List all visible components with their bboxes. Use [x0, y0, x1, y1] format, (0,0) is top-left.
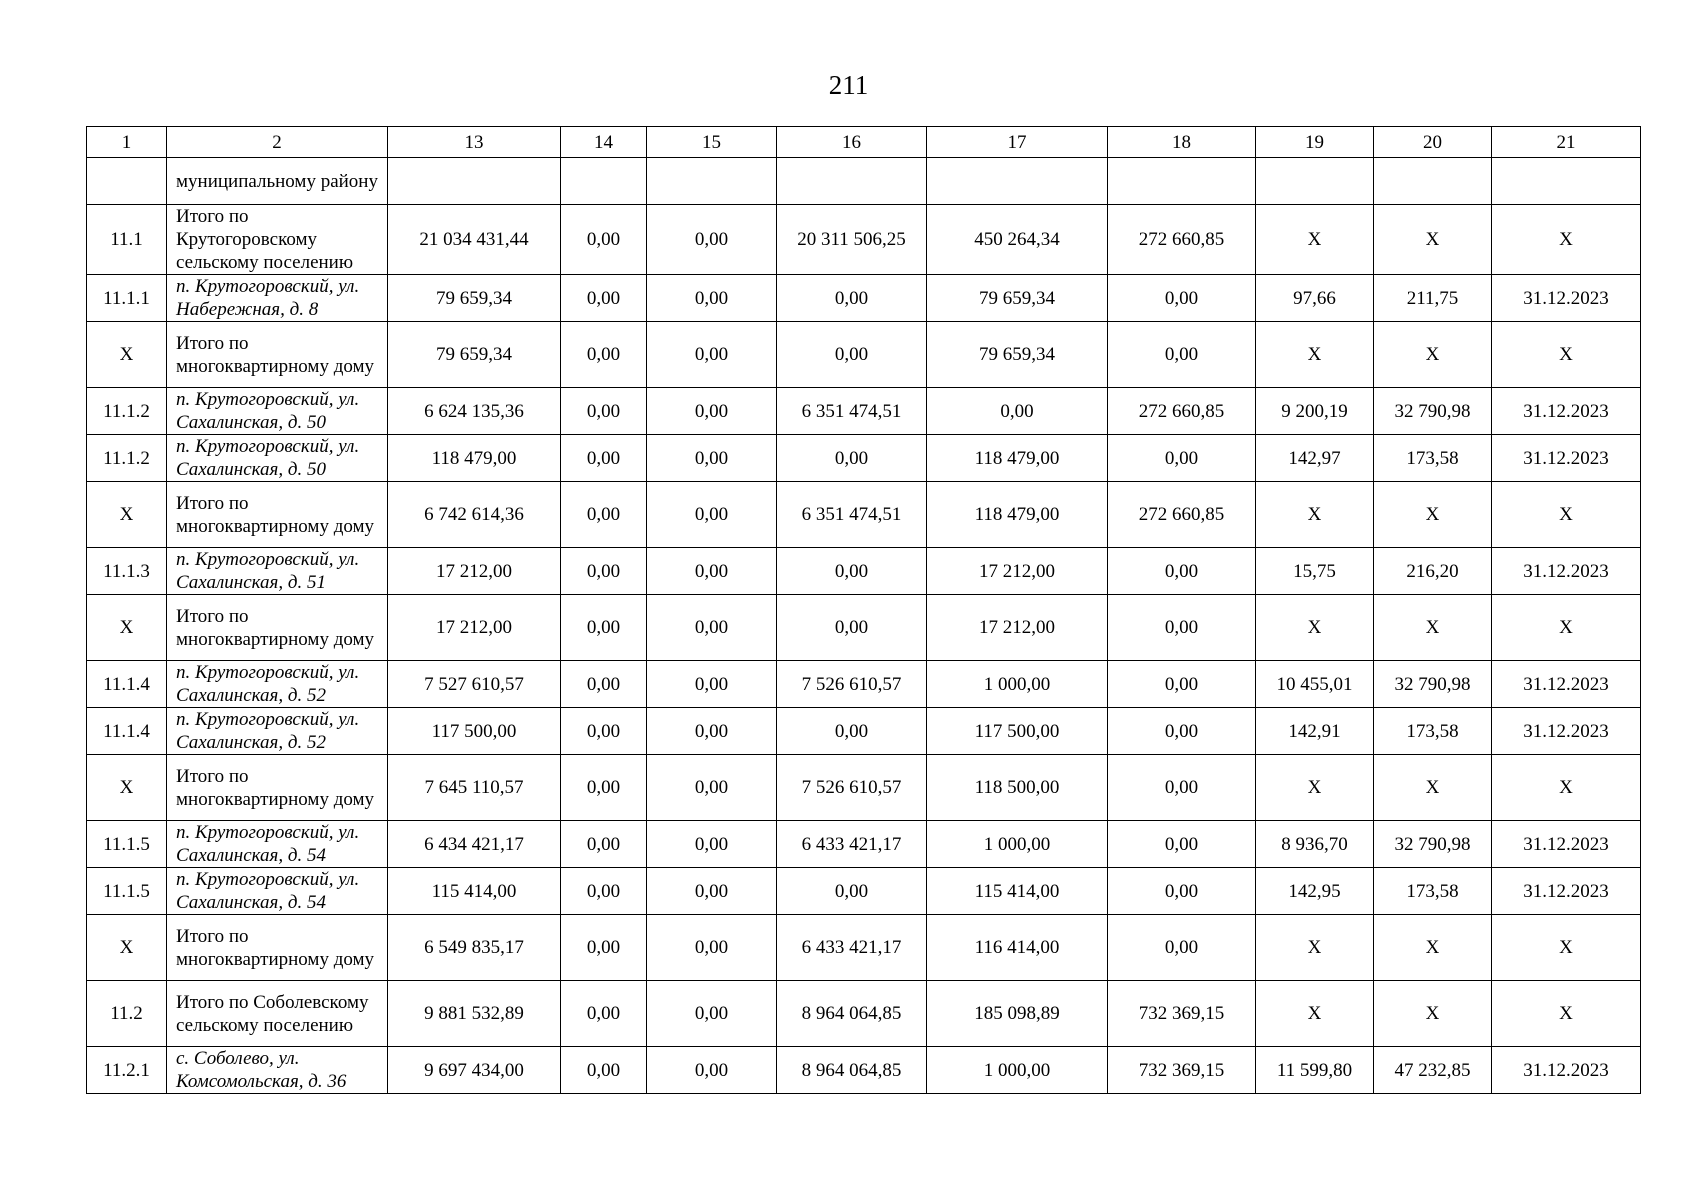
- row-number-cell: 11.1.3: [87, 548, 167, 595]
- row-number-cell: [87, 158, 167, 205]
- table-cell: 7 527 610,57: [388, 661, 561, 708]
- table-cell: 79 659,34: [927, 275, 1108, 322]
- table-cell: 8 964 064,85: [777, 1047, 927, 1094]
- table-cell: 31.12.2023: [1492, 388, 1641, 435]
- table-cell: 32 790,98: [1374, 661, 1492, 708]
- table-cell: 31.12.2023: [1492, 435, 1641, 482]
- table-cell: 0,00: [647, 755, 777, 821]
- table-cell: X: [1256, 205, 1374, 275]
- table-cell: 732 369,15: [1108, 981, 1256, 1047]
- table-cell: 9 697 434,00: [388, 1047, 561, 1094]
- table-cell: 272 660,85: [1108, 482, 1256, 548]
- page-number: 211: [828, 70, 869, 100]
- table-cell: X: [1374, 322, 1492, 388]
- table-cell: 11 599,80: [1256, 1047, 1374, 1094]
- address-row: [87, 548, 1641, 595]
- row-name-cell: Итого по многоквартирному дому: [167, 595, 388, 661]
- table-cell: 6 624 135,36: [388, 388, 561, 435]
- table-cell: X: [1256, 595, 1374, 661]
- table-cell: 118 479,00: [388, 435, 561, 482]
- table-cell: 0,00: [647, 388, 777, 435]
- table-cell: [561, 158, 647, 205]
- total-row: [87, 915, 1641, 981]
- table-cell: 118 500,00: [927, 755, 1108, 821]
- data-table: [86, 126, 1641, 1094]
- table-cell: 0,00: [561, 482, 647, 548]
- table-cell: 1 000,00: [927, 821, 1108, 868]
- table-cell: 0,00: [777, 595, 927, 661]
- table-cell: 211,75: [1374, 275, 1492, 322]
- table-cell: 15,75: [1256, 548, 1374, 595]
- address-row: [87, 1047, 1641, 1094]
- table-cell: 0,00: [647, 981, 777, 1047]
- table-cell: [647, 158, 777, 205]
- table-cell: 0,00: [1108, 915, 1256, 981]
- row-number-cell: 11.1.2: [87, 435, 167, 482]
- row-name-cell: п. Крутогоровский, ул. Сахалинская, д. 54: [167, 868, 388, 915]
- table-cell: 20 311 506,25: [777, 205, 927, 275]
- table-cell: 118 479,00: [927, 482, 1108, 548]
- column-header: 16: [777, 127, 927, 158]
- table-cell: 450 264,34: [927, 205, 1108, 275]
- table-cell: 31.12.2023: [1492, 275, 1641, 322]
- table-cell: 0,00: [777, 435, 927, 482]
- table-cell: 0,00: [1108, 322, 1256, 388]
- total-row: [87, 755, 1641, 821]
- table-cell: 0,00: [647, 275, 777, 322]
- table-cell: 31.12.2023: [1492, 708, 1641, 755]
- table-cell: 79 659,34: [388, 322, 561, 388]
- continuation-row: [87, 158, 1641, 205]
- row-name-cell: Итого по Крутогоровскому сельскому поселению: [167, 205, 388, 275]
- table-cell: 6 433 421,17: [777, 915, 927, 981]
- table-cell: 7 526 610,57: [777, 755, 927, 821]
- address-row: [87, 388, 1641, 435]
- table-cell: 0,00: [561, 661, 647, 708]
- table-cell: 0,00: [561, 322, 647, 388]
- row-name-cell: п. Крутогоровский, ул. Набережная, д. 8: [167, 275, 388, 322]
- table-cell: X: [1492, 981, 1641, 1047]
- table-cell: 0,00: [1108, 661, 1256, 708]
- table-cell: 31.12.2023: [1492, 821, 1641, 868]
- row-number-cell: 11.1: [87, 205, 167, 275]
- table-cell: 17 212,00: [927, 548, 1108, 595]
- table-cell: 0,00: [561, 595, 647, 661]
- table-cell: 0,00: [1108, 821, 1256, 868]
- column-header: 2: [167, 127, 388, 158]
- table-cell: 6 549 835,17: [388, 915, 561, 981]
- table-cell: 0,00: [561, 388, 647, 435]
- table-cell: X: [1374, 595, 1492, 661]
- table-cell: 6 351 474,51: [777, 388, 927, 435]
- table-cell: 173,58: [1374, 868, 1492, 915]
- table-cell: 116 414,00: [927, 915, 1108, 981]
- table-cell: X: [1492, 205, 1641, 275]
- row-number-cell: 11.1.4: [87, 661, 167, 708]
- table-cell: 173,58: [1374, 435, 1492, 482]
- row-number-cell: 11.1.1: [87, 275, 167, 322]
- table-cell: X: [1256, 322, 1374, 388]
- table-cell: [1256, 158, 1374, 205]
- table-cell: [1492, 158, 1641, 205]
- table-cell: X: [1374, 915, 1492, 981]
- table-cell: X: [1256, 755, 1374, 821]
- table-cell: 117 500,00: [927, 708, 1108, 755]
- table-cell: 0,00: [777, 708, 927, 755]
- table-cell: 173,58: [1374, 708, 1492, 755]
- column-header: 19: [1256, 127, 1374, 158]
- table-cell: 97,66: [1256, 275, 1374, 322]
- table-cell: X: [1374, 981, 1492, 1047]
- table-cell: 117 500,00: [388, 708, 561, 755]
- table-cell: [1108, 158, 1256, 205]
- table-cell: X: [1374, 205, 1492, 275]
- table-cell: 142,91: [1256, 708, 1374, 755]
- table-cell: 21 034 431,44: [388, 205, 561, 275]
- table-cell: 0,00: [647, 548, 777, 595]
- row-name-cell: п. Крутогоровский, ул. Сахалинская, д. 51: [167, 548, 388, 595]
- row-number-cell: 11.1.5: [87, 821, 167, 868]
- address-row: [87, 661, 1641, 708]
- column-header: 15: [647, 127, 777, 158]
- table-cell: 0,00: [647, 661, 777, 708]
- column-header: 17: [927, 127, 1108, 158]
- table-cell: 0,00: [647, 915, 777, 981]
- row-name-cell: п. Крутогоровский, ул. Сахалинская, д. 52: [167, 708, 388, 755]
- table-cell: 31.12.2023: [1492, 548, 1641, 595]
- table-cell: 31.12.2023: [1492, 661, 1641, 708]
- table-cell: 0,00: [1108, 708, 1256, 755]
- row-name-cell: Итого по многоквартирному дому: [167, 482, 388, 548]
- address-row: [87, 868, 1641, 915]
- table-cell: 0,00: [1108, 755, 1256, 821]
- total-row: [87, 595, 1641, 661]
- row-name-cell: п. Крутогоровский, ул. Сахалинская, д. 52: [167, 661, 388, 708]
- table-cell: 0,00: [777, 322, 927, 388]
- table-cell: 32 790,98: [1374, 821, 1492, 868]
- table-cell: 185 098,89: [927, 981, 1108, 1047]
- table-cell: 216,20: [1374, 548, 1492, 595]
- table-cell: 47 232,85: [1374, 1047, 1492, 1094]
- column-header: 21: [1492, 127, 1641, 158]
- row-number-cell: X: [87, 755, 167, 821]
- table-cell: X: [1492, 482, 1641, 548]
- row-number-cell: X: [87, 482, 167, 548]
- address-row: [87, 435, 1641, 482]
- table-cell: 0,00: [1108, 435, 1256, 482]
- table-cell: 0,00: [647, 482, 777, 548]
- table-cell: 142,97: [1256, 435, 1374, 482]
- table-cell: 0,00: [647, 435, 777, 482]
- table-cell: 6 742 614,36: [388, 482, 561, 548]
- table-cell: 7 526 610,57: [777, 661, 927, 708]
- table-cell: 0,00: [647, 322, 777, 388]
- table-cell: 0,00: [561, 755, 647, 821]
- total-row: [87, 205, 1641, 275]
- table-cell: 142,95: [1256, 868, 1374, 915]
- table-cell: 0,00: [561, 275, 647, 322]
- table-cell: X: [1256, 915, 1374, 981]
- table-cell: 0,00: [647, 1047, 777, 1094]
- table-cell: X: [1374, 755, 1492, 821]
- row-name-cell: Итого по многоквартирному дому: [167, 322, 388, 388]
- table-cell: 32 790,98: [1374, 388, 1492, 435]
- table-cell: 0,00: [561, 981, 647, 1047]
- table-cell: [777, 158, 927, 205]
- table-cell: 0,00: [647, 821, 777, 868]
- column-header: 20: [1374, 127, 1492, 158]
- table-cell: 272 660,85: [1108, 205, 1256, 275]
- table-cell: 6 433 421,17: [777, 821, 927, 868]
- table-cell: 6 351 474,51: [777, 482, 927, 548]
- row-number-cell: X: [87, 915, 167, 981]
- row-name-cell: Итого по многоквартирному дому: [167, 915, 388, 981]
- table-cell: X: [1492, 755, 1641, 821]
- table-cell: 7 645 110,57: [388, 755, 561, 821]
- table-cell: 0,00: [777, 868, 927, 915]
- table-cell: 115 414,00: [927, 868, 1108, 915]
- column-header: 13: [388, 127, 561, 158]
- row-name-cell: с. Соболево, ул. Комсомольская, д. 36: [167, 1047, 388, 1094]
- total-row: [87, 482, 1641, 548]
- row-name-cell: муниципальному району: [167, 158, 388, 205]
- table-cell: 0,00: [647, 868, 777, 915]
- table-cell: 272 660,85: [1108, 388, 1256, 435]
- row-number-cell: X: [87, 595, 167, 661]
- table-cell: X: [1256, 981, 1374, 1047]
- table-cell: 0,00: [561, 435, 647, 482]
- row-name-cell: п. Крутогоровский, ул. Сахалинская, д. 50: [167, 435, 388, 482]
- row-number-cell: 11.1.5: [87, 868, 167, 915]
- table-cell: 0,00: [647, 595, 777, 661]
- table-cell: 0,00: [647, 205, 777, 275]
- table-cell: 17 212,00: [927, 595, 1108, 661]
- column-header: 14: [561, 127, 647, 158]
- table-cell: 79 659,34: [927, 322, 1108, 388]
- table-cell: 0,00: [777, 275, 927, 322]
- table-cell: 0,00: [1108, 275, 1256, 322]
- row-number-cell: X: [87, 322, 167, 388]
- column-header: 18: [1108, 127, 1256, 158]
- table-cell: 17 212,00: [388, 548, 561, 595]
- table-cell: 0,00: [561, 205, 647, 275]
- table-cell: 31.12.2023: [1492, 1047, 1641, 1094]
- row-number-cell: 11.1.2: [87, 388, 167, 435]
- table-cell: 0,00: [647, 708, 777, 755]
- table-cell: 0,00: [561, 548, 647, 595]
- table-cell: 1 000,00: [927, 661, 1108, 708]
- table-cell: X: [1492, 322, 1641, 388]
- table-cell: 8 936,70: [1256, 821, 1374, 868]
- table-cell: 0,00: [561, 868, 647, 915]
- table-cell: 0,00: [561, 821, 647, 868]
- table-cell: 0,00: [561, 915, 647, 981]
- table-cell: [388, 158, 561, 205]
- table-cell: 1 000,00: [927, 1047, 1108, 1094]
- table-cell: 0,00: [1108, 868, 1256, 915]
- row-name-cell: Итого по Соболевскому сельскому поселению: [167, 981, 388, 1047]
- table-cell: [927, 158, 1108, 205]
- table-cell: 9 881 532,89: [388, 981, 561, 1047]
- table-cell: 0,00: [561, 708, 647, 755]
- row-name-cell: п. Крутогоровский, ул. Сахалинская, д. 54: [167, 821, 388, 868]
- row-number-cell: 11.2: [87, 981, 167, 1047]
- table-cell: X: [1492, 595, 1641, 661]
- table-cell: X: [1492, 915, 1641, 981]
- table-cell: 8 964 064,85: [777, 981, 927, 1047]
- table-cell: 6 434 421,17: [388, 821, 561, 868]
- table-cell: 10 455,01: [1256, 661, 1374, 708]
- table-cell: 0,00: [777, 548, 927, 595]
- row-name-cell: п. Крутогоровский, ул. Сахалинская, д. 50: [167, 388, 388, 435]
- table-cell: 732 369,15: [1108, 1047, 1256, 1094]
- total-row: [87, 981, 1641, 1047]
- table-cell: 0,00: [561, 1047, 647, 1094]
- row-name-cell: Итого по многоквартирному дому: [167, 755, 388, 821]
- table-cell: X: [1374, 482, 1492, 548]
- table-cell: 118 479,00: [927, 435, 1108, 482]
- address-row: [87, 821, 1641, 868]
- table-cell: 17 212,00: [388, 595, 561, 661]
- table-cell: 9 200,19: [1256, 388, 1374, 435]
- row-number-cell: 11.1.4: [87, 708, 167, 755]
- address-row: [87, 708, 1641, 755]
- table-cell: 79 659,34: [388, 275, 561, 322]
- row-number-cell: 11.2.1: [87, 1047, 167, 1094]
- table-cell: 115 414,00: [388, 868, 561, 915]
- table-cell: 0,00: [1108, 595, 1256, 661]
- table-cell: [1374, 158, 1492, 205]
- column-header: 1: [87, 127, 167, 158]
- table-cell: 0,00: [927, 388, 1108, 435]
- total-row: [87, 322, 1641, 388]
- address-row: [87, 275, 1641, 322]
- header-row: [87, 127, 1641, 158]
- table-cell: 31.12.2023: [1492, 868, 1641, 915]
- table-cell: 0,00: [1108, 548, 1256, 595]
- table-cell: X: [1256, 482, 1374, 548]
